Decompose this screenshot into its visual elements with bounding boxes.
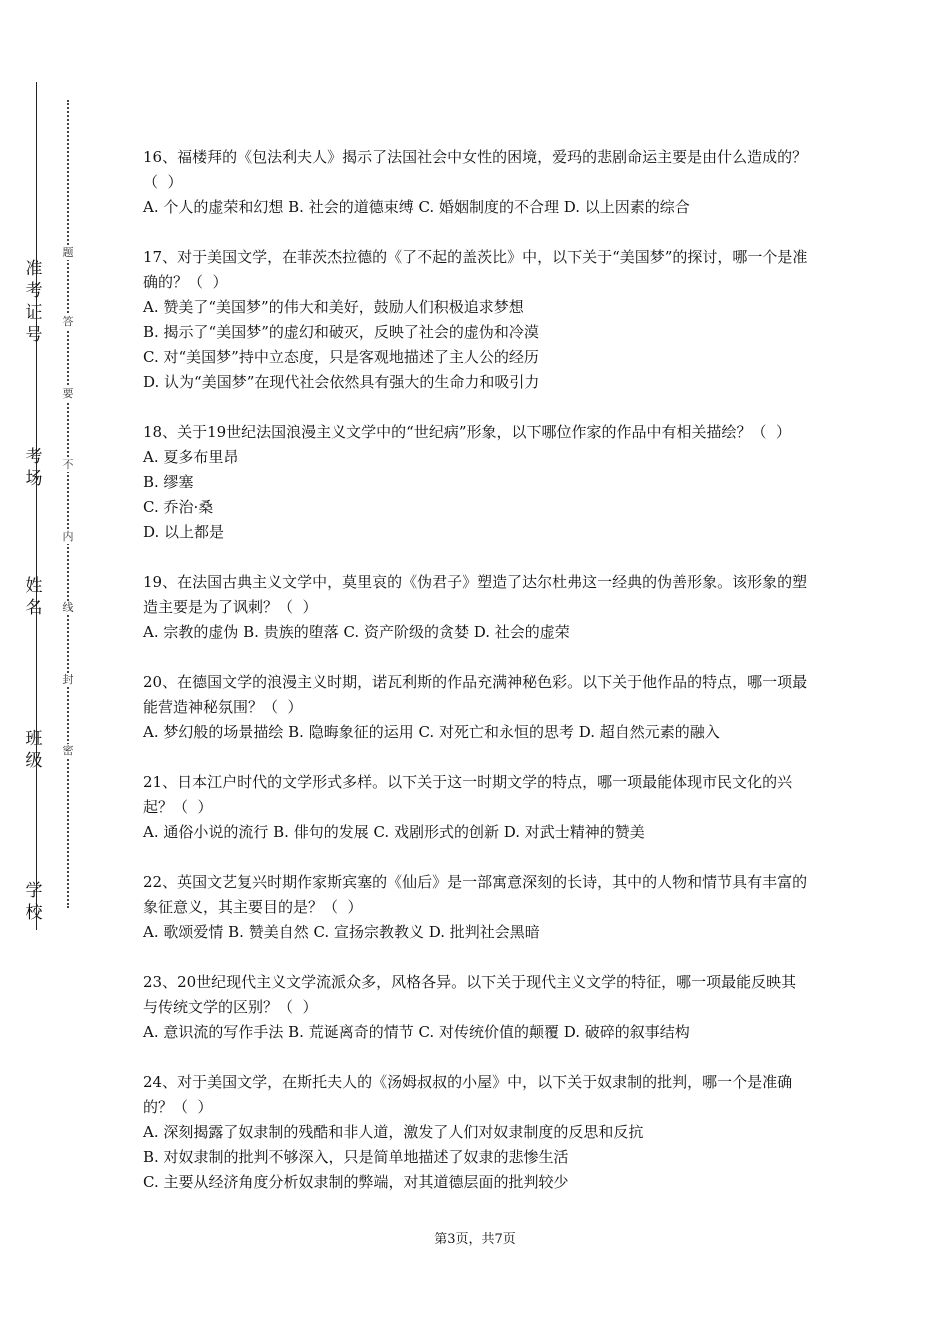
seal-char: 线 — [60, 601, 76, 615]
option-c: C. 乔治·桑 — [143, 498, 214, 516]
question-stem: 24、对于美国文学，在斯托夫人的《汤姆叔叔的小屋》中，以下关于奴隶制的批判，哪一个是准确的？（ ） — [143, 1073, 793, 1116]
question-list — [143, 145, 810, 1220]
seal-char: 密 — [60, 744, 76, 758]
seal-char: 要 — [60, 387, 76, 401]
question-17 — [143, 245, 810, 395]
question-stem: 22、英国文艺复兴时期作家斯宾塞的《仙后》是一部寓意深刻的长诗，其中的人物和情节具有丰富的象征意义，其主要目的是？（ ） — [143, 873, 808, 916]
option-b: B. 缪塞 — [143, 473, 194, 491]
question-23 — [143, 970, 810, 1045]
question-stem: 18、关于19世纪法国浪漫主义文学中的“世纪病”形象，以下哪位作家的作品中有相关描绘？（ ） — [143, 423, 792, 441]
option-a: A. 赞美了“美国梦”的伟大和美好，鼓励人们积极追求梦想 — [143, 298, 524, 316]
question-options: A. 梦幻般的场景描绘 B. 隐晦象征的运用 C. 对死亡和永恒的思考 D. 超自然元素的融入 — [143, 723, 720, 741]
field-label-school: 学 校 — [25, 881, 43, 923]
field-label-name: 姓 名 — [25, 576, 43, 618]
option-d: D. 认为“美国梦”在现代社会依然具有强大的生命力和吸引力 — [143, 373, 540, 391]
option-c: C. 主要从经济角度分析奴隶制的弊端，对其道德层面的批判较少 — [143, 1173, 569, 1191]
question-stem: 23、20世纪现代主义文学流派众多，风格各异。以下关于现代主义文学的特征，哪一项最能反映其与传统文学的区别？（ ） — [143, 973, 797, 1016]
field-label-class: 班 级 — [25, 729, 43, 771]
question-options: A. 个人的虚荣和幻想 B. 社会的道德束缚 C. 婚姻制度的不合理 D. 以上因素的综合 — [143, 198, 690, 216]
question-options: A. 歌颂爱情 B. 赞美自然 C. 宣扬宗教教义 D. 批判社会黑暗 — [143, 923, 540, 941]
option-c: C. 对“美国梦”持中立态度，只是客观地描述了主人公的经历 — [143, 348, 539, 366]
option-a: A. 夏多布里昂 — [143, 448, 239, 466]
question-20 — [143, 670, 810, 745]
binding-line — [36, 82, 37, 930]
question-19 — [143, 570, 810, 645]
option-b: B. 揭示了“美国梦”的虚幻和破灭，反映了社会的虚伪和冷漠 — [143, 323, 539, 341]
question-16 — [143, 145, 810, 220]
option-a: A. 深刻揭露了奴隶制的残酷和非人道，激发了人们对奴隶制度的反思和反抗 — [143, 1123, 644, 1141]
question-stem: 16、福楼拜的《包法利夫人》揭示了法国社会中女性的困境，爱玛的悲剧命运主要是由什么造成的？（ ） — [143, 148, 808, 191]
seal-char: 答 — [60, 315, 76, 329]
question-stem: 20、在德国文学的浪漫主义时期，诺瓦利斯的作品充满神秘色彩。以下关于他作品的特点，哪一项最能营造神秘氛围？（ ） — [143, 673, 808, 716]
seal-char: 题 — [60, 246, 76, 260]
option-d: D. 以上都是 — [143, 523, 225, 541]
seal-char: 不 — [60, 458, 76, 472]
question-options: A. 意识流的写作手法 B. 荒诞离奇的情节 C. 对传统价值的颠覆 D. 破碎的叙事结构 — [143, 1023, 690, 1041]
seal-char: 内 — [60, 530, 76, 544]
field-label-exam-number: 准 考 证 号 — [25, 259, 43, 345]
question-stem: 21、日本江户时代的文学形式多样。以下关于这一时期文学的特点，哪一项最能体现市民文化的兴起？（ ） — [143, 773, 793, 816]
question-stem: 19、在法国古典主义文学中，莫里哀的《伪君子》塑造了达尔杜弗这一经典的伪善形象。该形象的塑造主要是为了讽刺？（ ） — [143, 573, 808, 616]
question-stem: 17、对于美国文学，在菲茨杰拉德的《了不起的盖茨比》中，以下关于“美国梦”的探讨，哪一个是准确的？（ ） — [143, 248, 808, 291]
page-number: 第3页，共7页 — [434, 1232, 516, 1247]
question-18 — [143, 420, 810, 545]
field-label-exam-room: 考 场 — [25, 447, 43, 489]
option-b: B. 对奴隶制的批判不够深入，只是简单地描述了奴隶的悲惨生活 — [143, 1148, 569, 1166]
question-options: A. 通俗小说的流行 B. 俳句的发展 C. 戏剧形式的创新 D. 对武士精神的赞美 — [143, 823, 645, 841]
question-options: A. 宗教的虚伪 B. 贵族的堕落 C. 资产阶级的贪婪 D. 社会的虚荣 — [143, 623, 570, 641]
seal-dotted-line — [67, 100, 69, 908]
question-24 — [143, 1070, 810, 1195]
question-22 — [143, 870, 810, 945]
question-21 — [143, 770, 810, 845]
seal-char: 封 — [60, 673, 76, 687]
